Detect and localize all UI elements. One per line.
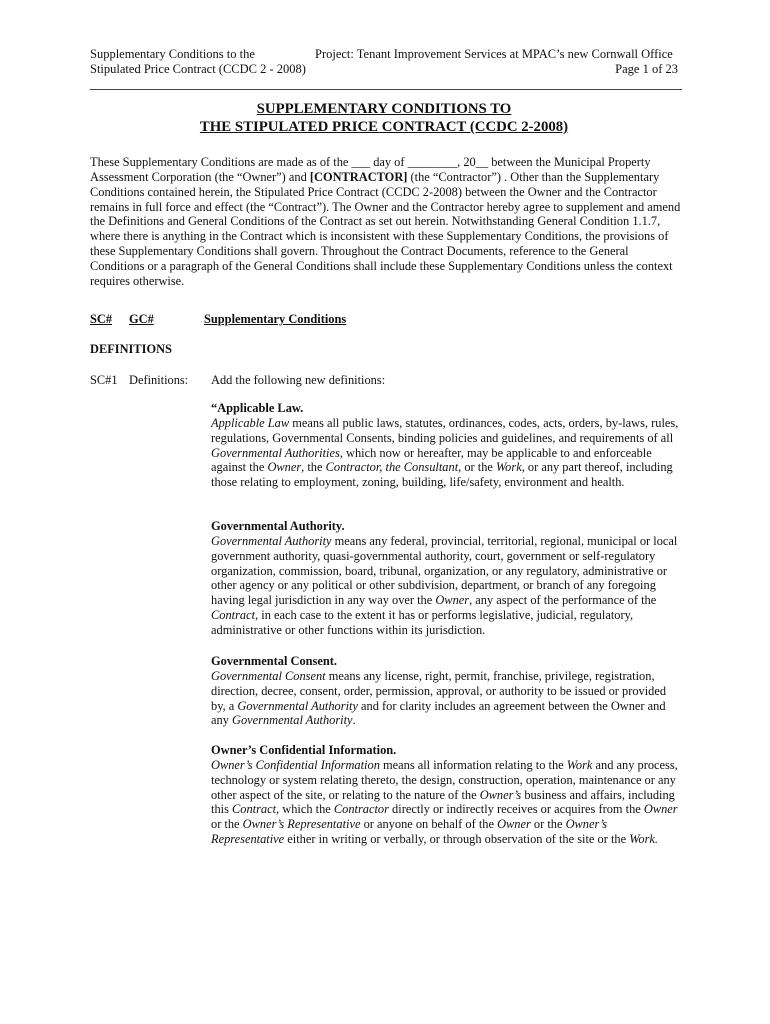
intro-paragraph [90, 155, 685, 289]
header-rule [90, 89, 682, 90]
definition-body: Applicable Law means all public laws, statutes, ordinances, codes, acts, orders, by-laws, rules, regulations, Governmental Consents, binding policies and guidelines, and requirements of all Governmental Authorities, which now or hereafter, may be applicable to and enforceable against the Owner, the Contractor, the Consultant, or the Work, or any part thereof, including those relating to employment, zoning, building, life/safety, environment and health. [211, 415, 679, 490]
intro-text-2: (the “Contractor”) . Other than the Supplementary Conditions contained herein, the Stipulated Price Contract (CCDC 2-2008) between the Owner and the Contractor remains in full force and effect (the “Contract”). The Owner and the Contractor hereby agree to supplement and amend the Definitions and General Conditions of the Contract as set out herein. Notwithstanding General Condition 1.1.7, where there is anything in the Contract which is inconsistent with these Supplementary Conditions, the provisions of these Supplementary Conditions shall govern. Throughout the Contract Documents, reference to the General Conditions or a paragraph of the General Conditions shall include these Supplementary Conditions unless the context requires otherwise. [90, 169, 681, 288]
column-heading-supplementary: Supplementary Conditions [204, 312, 347, 326]
definition-body: Governmental Consent means any license, right, permit, franchise, privilege, registration, direction, decree, consent, order, permission, approval, or authority to be issued or provided by, a Governmental Authority and for clarity includes an agreement between the Owner and any Governmental Authority. [211, 668, 667, 728]
column-heading-gc: GC# [129, 312, 154, 326]
definition-term: Owner’s Confidential Information. [211, 743, 397, 757]
definition-body: Owner’s Confidential Information means all information relating to the Work and any process, technology or system relating thereto, the design, construction, operation, maintenance or any other aspect of the site, or relating to the nature of the Owner’s business and affairs, including this Contract, which the Contractor directly or indirectly receives or acquires from the Owner or the Owner’s Representative or anyone on behalf of the Owner or the Owner’s Representative either in writing or verbally, or through observation of the site or the Work. [211, 757, 678, 847]
column-heading-sc: SC# [90, 312, 113, 326]
definition-owners-confidential-information [211, 743, 681, 847]
gc-reference: Definitions: [129, 373, 189, 387]
definition-term: Governmental Consent. [211, 654, 337, 668]
definition-governmental-consent [211, 654, 681, 728]
sc-instruction: Add the following new definitions: [211, 373, 386, 387]
document-title-line-2: THE STIPULATED PRICE CONTRACT (CCDC 2-2008) [199, 119, 569, 135]
sc-number: SC#1 [90, 373, 118, 387]
intro-text-1: These Supplementary Conditions are made as of the ___ day of ________, 20__ between the Municipal Property Assessment Corporation (the “Owner”) and [90, 155, 651, 184]
header-project: Project: Tenant Improvement Services at MPAC’s new Cornwall Office [315, 47, 673, 61]
definition-term: “Applicable Law. [211, 401, 304, 415]
header-doc-title: Supplementary Conditions to the [90, 47, 255, 61]
header-contract-name: Stipulated Price Contract (CCDC 2 - 2008) [90, 62, 306, 76]
definition-governmental-authority [211, 519, 681, 638]
definition-applicable-law [211, 401, 681, 490]
section-heading-definitions: DEFINITIONS [90, 342, 172, 356]
contractor-placeholder: [CONTRACTOR] [309, 169, 408, 184]
definition-body: Governmental Authority means any federal, provincial, territorial, regional, municipal or local government authority, quasi-governmental authority, court, government or self-regulatory organization, commission, board, tribunal, organization, or any regulatory, administrative or other agency or any political or other subdivision, department, or branch of any foregoing having legal jurisdiction in any way over the Owner, any aspect of the performance of the Contract, in each case to the extent it has or performs legislative, judicial, regulatory, administrative or other functions within its jurisdiction. [211, 533, 678, 637]
page-number: Page 1 of 23 [615, 62, 678, 76]
document-title-line-1: SUPPLEMENTARY CONDITIONS TO [256, 101, 512, 117]
definition-term: Governmental Authority. [211, 519, 345, 533]
